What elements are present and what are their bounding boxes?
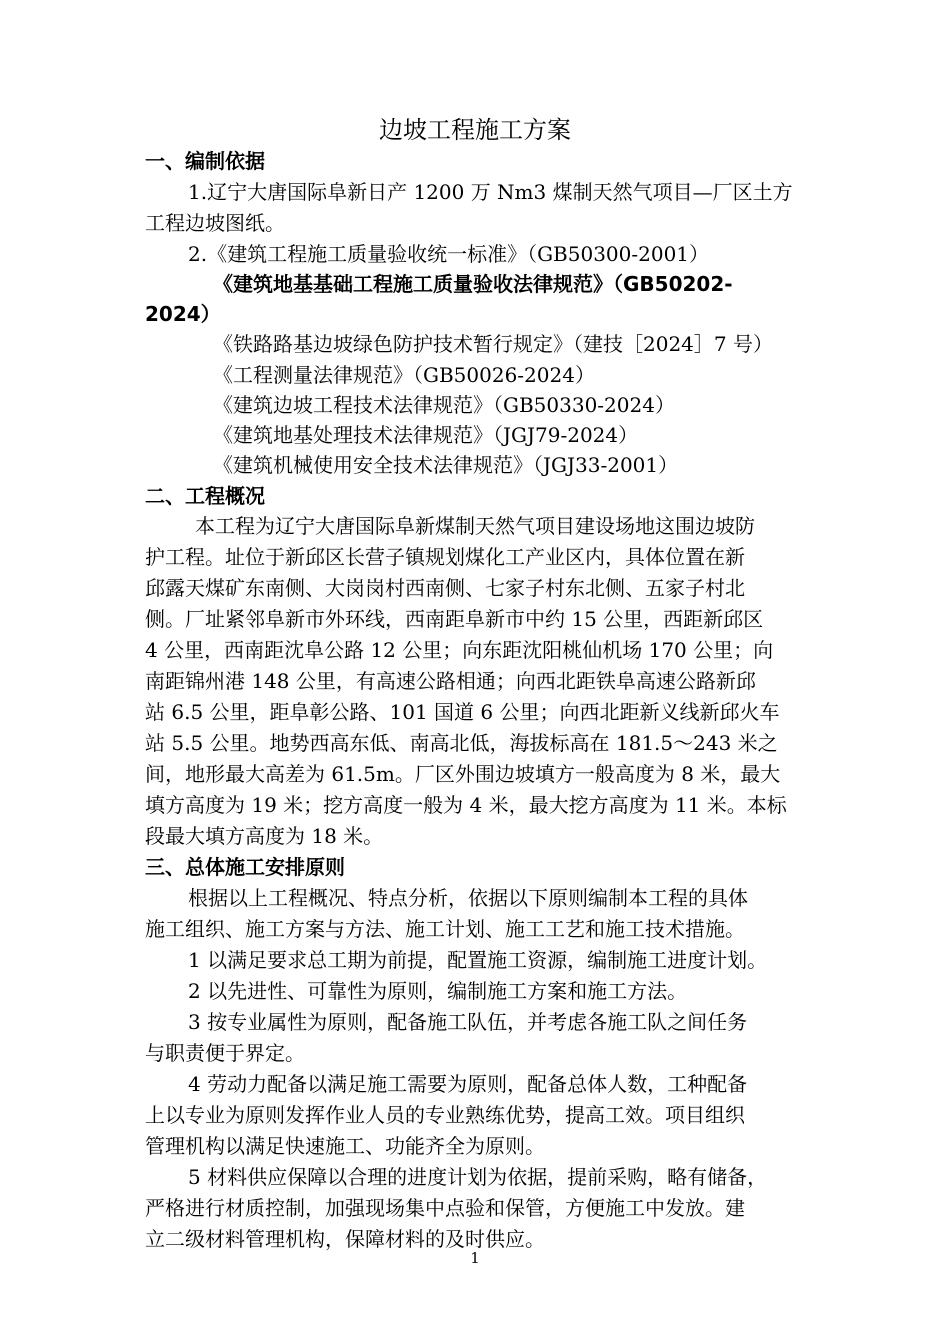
overview-line: 南距锦州港 148 公里，有高速公路相通；向西北距铁阜高速公路新邱 [145, 669, 756, 693]
basis-item-1-line-2: 工程边坡图纸。 [145, 211, 285, 235]
principles-line: 与职责便于界定。 [145, 1041, 305, 1065]
overview-line: 段最大填方高度为 18 米。 [145, 824, 384, 848]
overview-line: 填方高度为 19 米；挖方高度一般为 4 米，最大挖方高度为 11 米。本标 [145, 793, 787, 817]
basis-item-4: 《铁路路基边坡绿色防护技术暂行规定》（建技［2024］7 号） [213, 332, 773, 356]
principles-line: 2 以先进性、可靠性为原则，编制施工方案和施工方法。 [188, 979, 688, 1003]
overview-line: 站 6.5 公里，距阜彰公路、101 国道 6 公里；向西北距新义线新邱火车 [145, 700, 780, 724]
page-number: 1 [470, 1249, 480, 1267]
basis-item-1-line-1: 1.辽宁大唐国际阜新日产 1200 万 Nm3 煤制天然气项目—厂区土方 [188, 180, 793, 204]
basis-item-2: 2.《建筑工程施工质量验收统一标准》（GB50300-2001） [188, 242, 710, 266]
principles-line: 立二级材料管理机构，保障材料的及时供应。 [145, 1227, 545, 1251]
basis-item-3-line-2: 2024） [145, 302, 221, 326]
principles-line: 5 材料供应保障以合理的进度计划为依据，提前采购，略有储备， [188, 1165, 768, 1189]
overview-line: 4 公里，西南距沈阜公路 12 公里；向东距沈阳桃仙机场 170 公里；向 [145, 638, 774, 662]
basis-item-5: 《工程测量法律规范》（GB50026-2024） [213, 363, 595, 387]
overview-line: 站 5.5 公里。地势西高东低、南高北低，海拔标高在 181.5～243 米之 [145, 731, 778, 755]
principles-line: 管理机构以满足快速施工、功能齐全为原则。 [145, 1134, 545, 1158]
principles-line: 根据以上工程概况、特点分析，依据以下原则编制本工程的具体 [188, 886, 748, 910]
principles-line: 上以专业为原则发挥作业人员的专业熟练优势，提高工效。项目组织 [145, 1103, 745, 1127]
section-heading-principles: 三、总体施工安排原则 [145, 855, 345, 879]
overview-line: 侧。厂址紧邻阜新市外环线，西南距阜新市中约 15 公里，西距新邱区 [145, 607, 764, 631]
document-title: 边坡工程施工方案 [379, 116, 571, 144]
principles-line: 施工组织、施工方案与方法、施工计划、施工工艺和施工技术措施。 [145, 917, 745, 941]
overview-line: 间，地形最大高差为 61.5m。厂区外围边坡填方一般高度为 8 米，最大 [145, 762, 781, 786]
principles-line: 3 按专业属性为原则，配备施工队伍，并考虑各施工队之间任务 [188, 1010, 748, 1034]
basis-item-6: 《建筑边坡工程技术法律规范》（GB50330-2024） [213, 393, 675, 417]
overview-line: 护工程。址位于新邱区长营子镇规划煤化工产业区内，具体位置在新 [145, 545, 745, 569]
section-heading-basis: 一、编制依据 [145, 149, 265, 173]
basis-item-7: 《建筑地基处理技术法律规范》（JGJ79-2024） [213, 423, 639, 447]
basis-item-8: 《建筑机械使用安全技术法律规范》（JGJ33-2001） [213, 453, 679, 477]
basis-item-3-line-1: 《建筑地基基础工程施工质量验收法律规范》（GB50202- [213, 272, 733, 296]
principles-line: 严格进行材质控制，加强现场集中点验和保管，方便施工中发放。建 [145, 1196, 745, 1220]
principles-line: 1 以满足要求总工期为前提，配置施工资源，编制施工进度计划。 [188, 948, 768, 972]
section-heading-overview: 二、工程概况 [145, 484, 265, 508]
overview-line: 邱露天煤矿东南侧、大岗岗村西南侧、七家子村东北侧、五家子村北 [145, 576, 745, 600]
principles-line: 4 劳动力配备以满足施工需要为原则，配备总体人数，工种配备 [188, 1072, 748, 1096]
overview-line: 本工程为辽宁大唐国际阜新煤制天然气项目建设场地这围边坡防 [195, 514, 755, 538]
